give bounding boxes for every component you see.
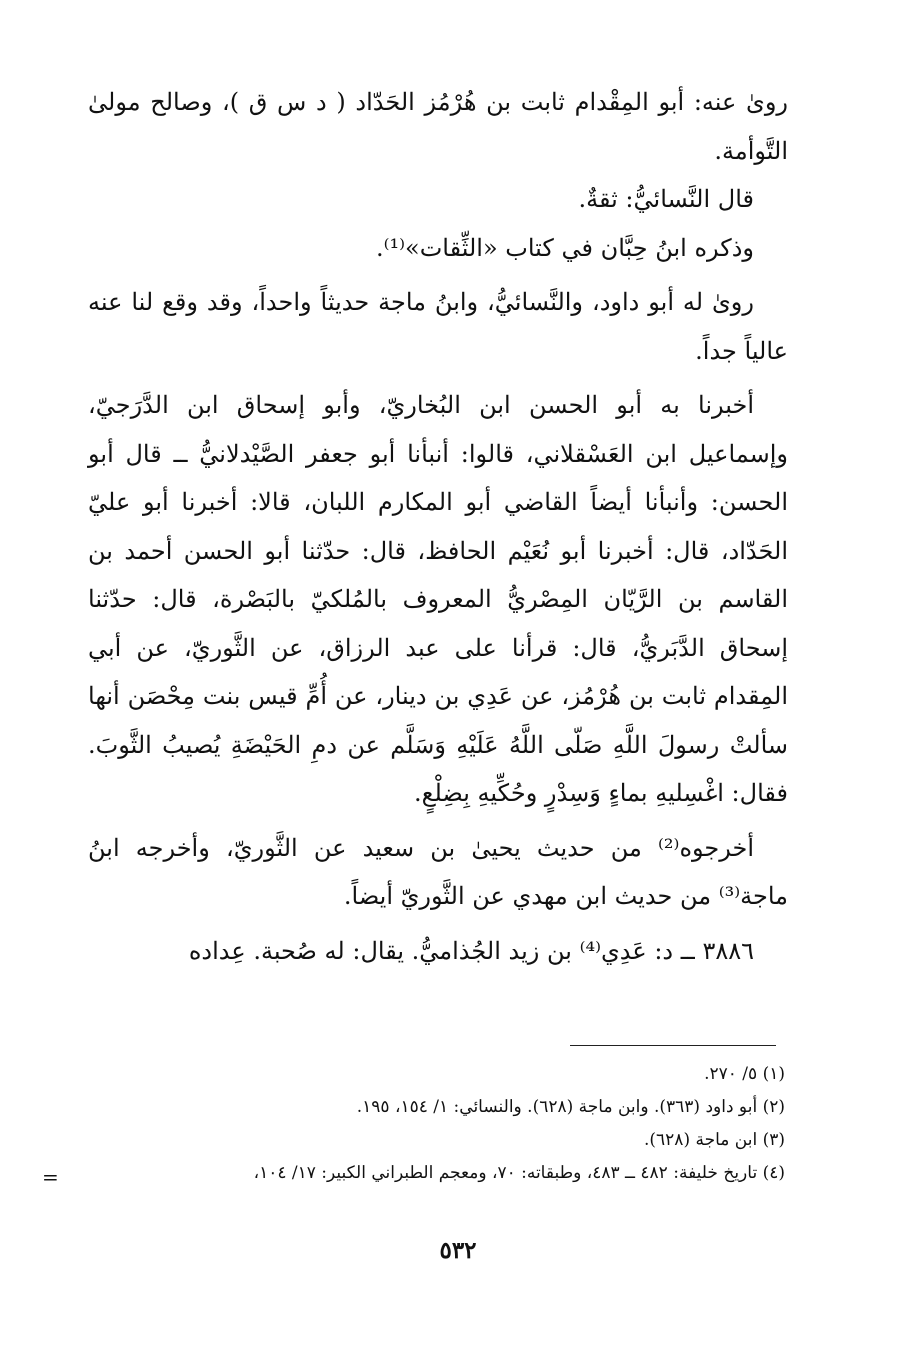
paragraph-isnad-hadith: أخبرنا به أبو الحسن ابن البُخاريّ، وأبو إسحاق ابن الدَّرَجيّ، وإسماعيل ابن العَسْقلاني، قالوا: أنبأنا أبو جعفر الصَّيْدلانيُّ ــ قال أبو الحسن: وأنبأنا أيضاً القاضي أبو المكارم اللبان، قالا: أخبرنا أبو عليّ الحَدّاد، قال: أخبرنا أبو نُعَيْم الحافظ، قال: حدّثنا أبو الحسن أحمد بن القاسم بن الرَّيّان المِصْريُّ المعروف بالمُلكيّ بالبَصْرة، قال: حدّثنا إسحاق الدَّبَريُّ، قال: قرأنا على عبد الرزاق، عن الثَّوريّ، عن أبي المِقدام ثابت بن هُرْمُز، عن عَدِي بن دينار، عن أُمِّ قيس بنت مِحْصَن أنها سألتْ رسولَ اللَّهِ صَلّى اللَّهُ عَلَيْهِ وَسَلَّم عن دمِ الحَيْضَةِ يُصيبُ الثَّوبَ. فقال: اغْسِليهِ بماءٍ وَسِدْرٍ وحُكِّيهِ بِضِلْعٍ.: [88, 391, 789, 807]
paragraph-narrated-by: روىٰ له أبو داود، والنَّسائيُّ، وابنُ ماجة حديثاً واحداً، وقد وقع لنا عنه عالياً جداً.: [88, 288, 788, 365]
footnote-2: (٢) أبو داود (٣٦٣). وابن ماجة (٦٢٨). والنسائي: ١/ ١٥٤، ١٩٥.: [356, 1097, 785, 1117]
footnote-separator: [570, 1045, 776, 1046]
paragraph-takhrij: أخرجوه⁽²⁾ من حديث يحيىٰ بن سعيد عن الثَّوريّ، وأخرجه ابنُ ماجة⁽³⁾ من حديث ابن مهدي عن الثَّوريّ أيضاً.: [88, 833, 788, 910]
paragraph-narrators: روىٰ عنه: أبو المِقْدام ثابت بن هُرْمُز الحَدّاد ( د س ق )، وصالح مولىٰ التَّوأمة.: [88, 88, 788, 165]
footnotes: [70, 1058, 785, 1190]
footnote-4: (٤) تاريخ خليفة: ٤٨٢ ــ ٤٨٣، وطبقاته: ٧٠، ومعجم الطبراني الكبير: ١٧/ ١٠٤،: [253, 1163, 785, 1183]
paragraph-ibn-hibban: وذكره ابنُ حِبَّان في كتاب «الثِّقات»⁽¹⁾.: [375, 233, 754, 262]
paragraph-new-entry: ٣٨٨٦ ــ د: عَدِي⁽⁴⁾ بن زيد الجُذاميُّ. يقال: له صُحبة. عِداده: [188, 936, 754, 965]
paragraph-nasai-verdict: قال النَّسائيُّ: ثقةٌ.: [578, 185, 754, 213]
footnote-1: (١) ٥/ ٢٧٠.: [704, 1064, 785, 1084]
footnote-3: (٣) ابن ماجة (٦٢٨).: [643, 1130, 785, 1150]
page-number: ٥٣٢: [439, 1237, 477, 1264]
continuation-mark: =: [42, 1165, 59, 1189]
